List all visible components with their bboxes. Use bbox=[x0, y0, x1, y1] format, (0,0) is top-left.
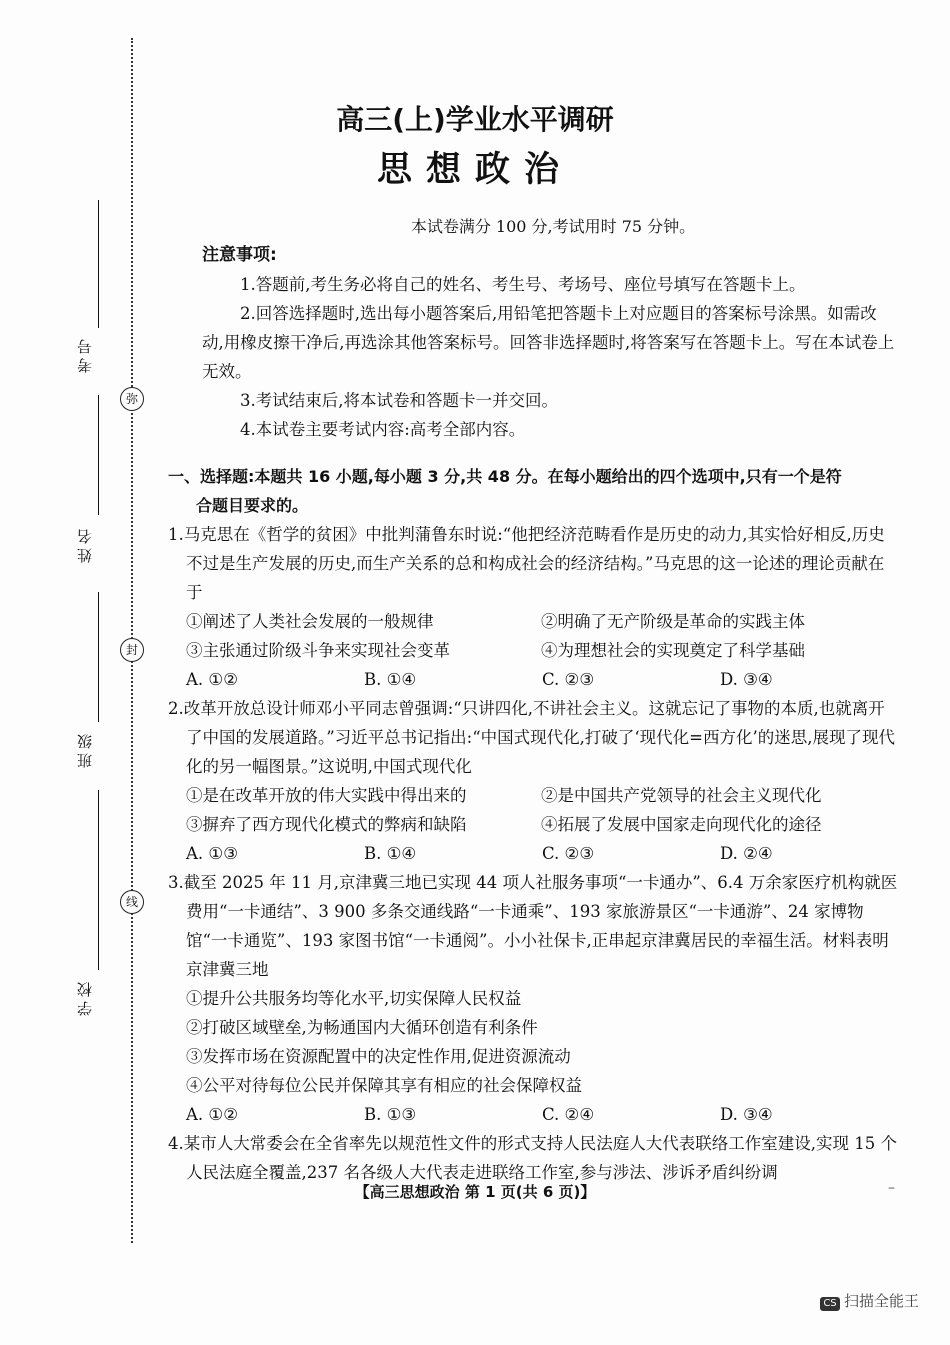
statement-item: ④拓展了发展中国家走向现代化的途径 bbox=[541, 815, 822, 834]
note-item: 1.答题前,考生务必将自己的姓名、考生号、考场号、座位号填写在答题卡上。 bbox=[240, 275, 806, 294]
question-3 bbox=[168, 868, 898, 1129]
statement-item: ②是中国共产党领导的社会主义现代化 bbox=[541, 786, 822, 805]
school-line bbox=[98, 790, 99, 970]
seal-char-mi: 弥 bbox=[120, 387, 144, 411]
statement-item: ①阐述了人类社会发展的一般规律 bbox=[186, 612, 434, 631]
choice-c[interactable]: C. ②③ bbox=[542, 844, 595, 863]
note-item: 2.回答选择题时,选出每小题答案后,用铅笔把答题卡上对应题目的答案标号涂黑。如需改动,用橡皮擦干净后,再选涂其他答案标号。回答非选择题时,将答案写在答题卡上。写在本试卷上无效。 bbox=[202, 304, 895, 381]
answer-choices bbox=[168, 665, 898, 694]
exam-info: 本试卷满分 100 分,考试用时 75 分钟。 bbox=[410, 217, 696, 236]
choice-b[interactable]: B. ①④ bbox=[364, 844, 417, 863]
page-footer: 【高三思想政治 第 1 页(共 6 页)】 bbox=[354, 1183, 596, 1201]
name-field[interactable] bbox=[72, 395, 112, 590]
statement-item: ④公平对待每位公民并保障其享有相应的社会保障权益 bbox=[186, 1076, 582, 1095]
paper-content bbox=[168, 212, 898, 1187]
exam-number-label: 考号 bbox=[76, 335, 94, 373]
choice-a[interactable]: A. ①② bbox=[186, 670, 238, 689]
statement-item: ③主张通过阶级斗争来实现社会变革 bbox=[186, 641, 450, 660]
choice-b[interactable]: B. ①③ bbox=[364, 1105, 417, 1124]
question-stem: 1.马克思在《哲学的贫困》中批判蒲鲁东时说:“他把经济范畴看作是历史的动力,其实恰好相反,历史不过是生产发展的历史,而生产关系的总和构成社会的经济结构。”马克思的这一论述的理论贡献在于 bbox=[168, 525, 885, 602]
question-stem: 2.改革开放总设计师邓小平同志曾强调:“只讲四化,不讲社会主义。这就忘记了事物的本质,也就离开了中国的发展道路。”习近平总书记指出:“中国式现代化,打破了‘现代化=西方化’的迷思,展现了现代化的另一幅图景。”这说明,中国式现代化 bbox=[168, 699, 895, 776]
name-line bbox=[98, 395, 99, 515]
section-heading-cont: 合题目要求的。 bbox=[196, 496, 309, 515]
watermark-text: 扫描全能王 bbox=[844, 1292, 920, 1310]
statement-item: ②打破区域壁垒,为畅通国内大循环创造有利条件 bbox=[186, 1018, 538, 1037]
seal-char-xian: 线 bbox=[120, 890, 144, 914]
school-label: 学校 bbox=[76, 978, 94, 1016]
class-line bbox=[98, 592, 99, 722]
exam-number-line bbox=[98, 200, 99, 328]
footer-mark: – bbox=[888, 1180, 895, 1196]
class-label: 班级 bbox=[76, 730, 94, 768]
class-field[interactable] bbox=[72, 592, 112, 787]
statement-item: ③发挥市场在资源配置中的决定性作用,促进资源流动 bbox=[186, 1047, 571, 1066]
seal-char-feng: 封 bbox=[120, 638, 144, 662]
camscanner-icon: CS bbox=[820, 1297, 840, 1311]
answer-choices bbox=[168, 1100, 898, 1129]
school-field[interactable] bbox=[72, 790, 112, 1020]
section-heading-text: 一、选择题:本题共 16 小题,每小题 3 分,共 48 分。在每小题给出的四个选项中,只有一个是符 bbox=[168, 467, 842, 486]
note-item: 4.本试卷主要考试内容:高考全部内容。 bbox=[240, 420, 526, 439]
choice-d[interactable]: D. ③④ bbox=[720, 1105, 773, 1124]
question-stem: 3.截至 2025 年 11 月,京津冀三地已实现 44 项人社服务事项“一卡通办”、6.4 万余家医疗机构就医费用“一卡通结”、3 900 多条交通线路“一卡通乘”、193 家旅游景区“一卡通游”、24 家博物馆“一卡通览”、193 家图书馆“一卡通阅”。小小社保卡,正串起京津冀居民的幸福生活。材料表明京津冀三地 bbox=[168, 873, 898, 979]
statement-item: ②明确了无产阶级是革命的实践主体 bbox=[541, 612, 805, 631]
statement-item: ④为理想社会的实现奠定了科学基础 bbox=[541, 641, 805, 660]
question-4 bbox=[168, 1129, 898, 1187]
exam-number-field[interactable] bbox=[72, 200, 112, 390]
subject-title: 思想政治 bbox=[376, 150, 573, 190]
answer-choices bbox=[168, 839, 898, 868]
question-2 bbox=[168, 694, 898, 868]
choice-c[interactable]: C. ②④ bbox=[542, 1105, 595, 1124]
choice-c[interactable]: C. ②③ bbox=[542, 670, 595, 689]
scanner-watermark bbox=[820, 1290, 950, 1330]
note-item: 3.考试结束后,将本试卷和答题卡一并交回。 bbox=[240, 391, 558, 410]
choice-d[interactable]: D. ②④ bbox=[720, 844, 773, 863]
statement-item: ①是在改革开放的伟大实践中得出来的 bbox=[186, 786, 467, 805]
question-1 bbox=[168, 520, 898, 694]
statement-item: ①提升公共服务均等化水平,切实保障人民权益 bbox=[186, 989, 522, 1008]
choice-d[interactable]: D. ③④ bbox=[720, 670, 773, 689]
question-stem: 4.某市人大常委会在全省率先以规范性文件的形式支持人民法庭人大代表联络工作室建设,实现 15 个人民法庭全覆盖,237 名各级人大代表走进联络工作室,参与涉法、涉诉矛盾纠纷调 bbox=[168, 1134, 897, 1182]
choice-b[interactable]: B. ①④ bbox=[364, 670, 417, 689]
statement-options bbox=[168, 607, 898, 665]
notes-heading: 注意事项: bbox=[202, 245, 277, 265]
exam-title: 高三(上)学业水平调研 bbox=[336, 103, 614, 136]
name-label: 姓名 bbox=[76, 525, 94, 563]
section-heading bbox=[168, 462, 898, 520]
choice-a[interactable]: A. ①③ bbox=[186, 844, 238, 863]
choice-a[interactable]: A. ①② bbox=[186, 1105, 238, 1124]
statement-options bbox=[168, 781, 898, 839]
statement-item: ③摒弃了西方现代化模式的弊病和缺陷 bbox=[186, 815, 467, 834]
